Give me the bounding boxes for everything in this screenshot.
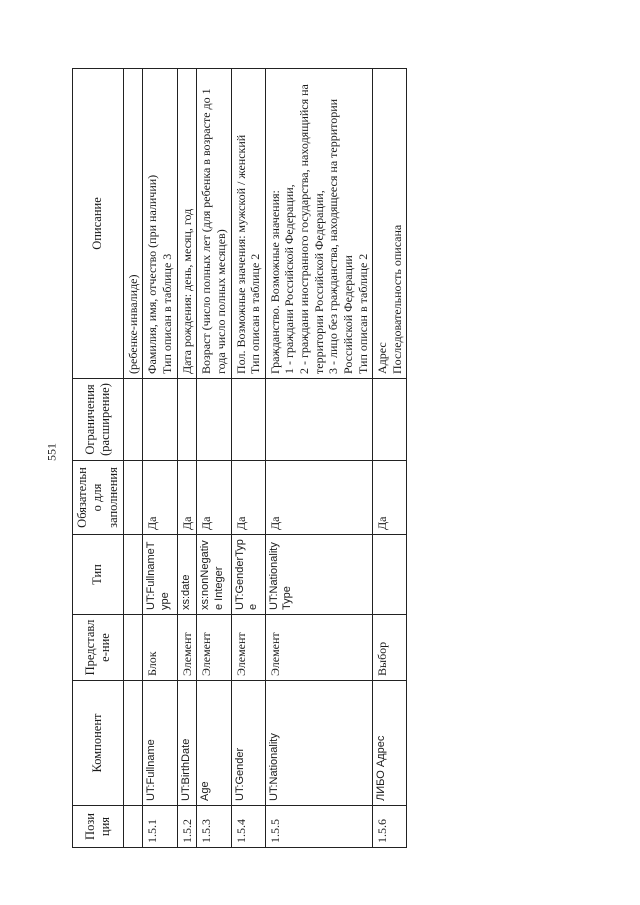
description-line: Тип описан в таблице 2 xyxy=(248,253,263,374)
cell-type: xs:nonNegative Integer xyxy=(197,535,231,615)
cell-component: UT:BirthDate xyxy=(177,681,197,806)
description-line: 3 - лицо без гражданства, находящееся на территории Российской Федерации xyxy=(326,98,355,374)
header-component: Компонент xyxy=(73,681,124,806)
cell-required: Да xyxy=(143,461,177,535)
cell-position: 1.5.4 xyxy=(231,806,265,848)
cell-component: UT:Fullname xyxy=(143,681,177,806)
cell-description xyxy=(143,69,177,379)
description-line: 1 - граждани Российской Федерации, xyxy=(282,184,297,374)
cell-restrictions xyxy=(177,379,197,461)
cell-required: Да xyxy=(231,461,265,535)
cell-component: UT:Gender xyxy=(231,681,265,806)
cell-restrictions xyxy=(231,379,265,461)
table-row xyxy=(197,69,231,848)
cell-required: Да xyxy=(265,461,372,535)
header-row xyxy=(73,69,124,848)
cell-representation: Выбор xyxy=(373,615,407,681)
cell-restrictions xyxy=(265,379,372,461)
description-line: Тип описан в таблице 3 xyxy=(160,253,174,374)
description-line: Тип описан в таблице 2 xyxy=(355,253,370,374)
table-row xyxy=(231,69,265,848)
description-line: Пол. Возможные значения: мужской / женский xyxy=(233,134,248,374)
header-position: Позиция xyxy=(73,806,124,848)
description-line: Возраст (число полных лет (для ребенка в возрасте до 1 года число полных месяцев) xyxy=(199,88,228,374)
cell-position: 1.5.1 xyxy=(143,806,177,848)
cell-type: xs:date xyxy=(177,535,197,615)
cell-required: Да xyxy=(373,461,407,535)
cell-position: 1.5.3 xyxy=(197,806,231,848)
rotated-table-container xyxy=(72,68,577,848)
cell-description xyxy=(373,69,407,379)
cell-representation: Элемент xyxy=(177,615,197,681)
cell-component: UT:Nationality xyxy=(265,681,372,806)
table-row xyxy=(265,69,372,848)
description-line: Адрес xyxy=(375,342,390,374)
cell-description xyxy=(231,69,265,379)
cell-restrictions xyxy=(143,379,177,461)
cell-component: Age xyxy=(197,681,231,806)
cell-description xyxy=(197,69,231,379)
cell-component: ЛИБО Адрес xyxy=(373,681,407,806)
description-line: 2 - граждани иностранного государства, находящийся на территории Российской Федерации, xyxy=(297,84,326,374)
continuation-row xyxy=(123,69,143,848)
table-row xyxy=(373,69,407,848)
cell-type: UT:GenderType xyxy=(231,535,265,615)
cell-description xyxy=(177,69,197,379)
cell-type: UT:Nationality Type xyxy=(265,535,372,615)
cell-type xyxy=(373,535,407,615)
cell-required: Да xyxy=(197,461,231,535)
table-row xyxy=(177,69,197,848)
cell-description xyxy=(265,69,372,379)
cell-representation: Элемент xyxy=(265,615,372,681)
continuation-text: (ребенке-инвалиде) xyxy=(123,69,143,379)
cell-required: Да xyxy=(177,461,197,535)
cell-representation: Элемент xyxy=(231,615,265,681)
cell-restrictions xyxy=(197,379,231,461)
description-line: Гражданство. Возможные значения: xyxy=(267,190,282,374)
cell-type: UT:FullnameType xyxy=(143,535,177,615)
cell-position: 1.5.2 xyxy=(177,806,197,848)
header-required: Обязательно для заполнения xyxy=(73,461,124,535)
header-representation: Представле-ние xyxy=(73,615,124,681)
cell-restrictions xyxy=(373,379,407,461)
cell-position: 1.5.6 xyxy=(373,806,407,848)
page-number: 551 xyxy=(44,443,59,461)
spec-table xyxy=(72,68,407,848)
description-line: Дата рождения: день, месяц, год xyxy=(179,208,194,374)
table-row xyxy=(143,69,177,848)
cell-representation: Элемент xyxy=(197,615,231,681)
cell-representation: Блок xyxy=(143,615,177,681)
header-type: Тип xyxy=(73,535,124,615)
description-line: Последовательность описана xyxy=(389,224,404,374)
header-restrictions: Ограничения (расширение) xyxy=(73,379,124,461)
cell-position: 1.5.5 xyxy=(265,806,372,848)
description-line: Фамилия, имя, отчество (при наличии) xyxy=(145,174,160,374)
header-description: Описание xyxy=(73,69,124,379)
